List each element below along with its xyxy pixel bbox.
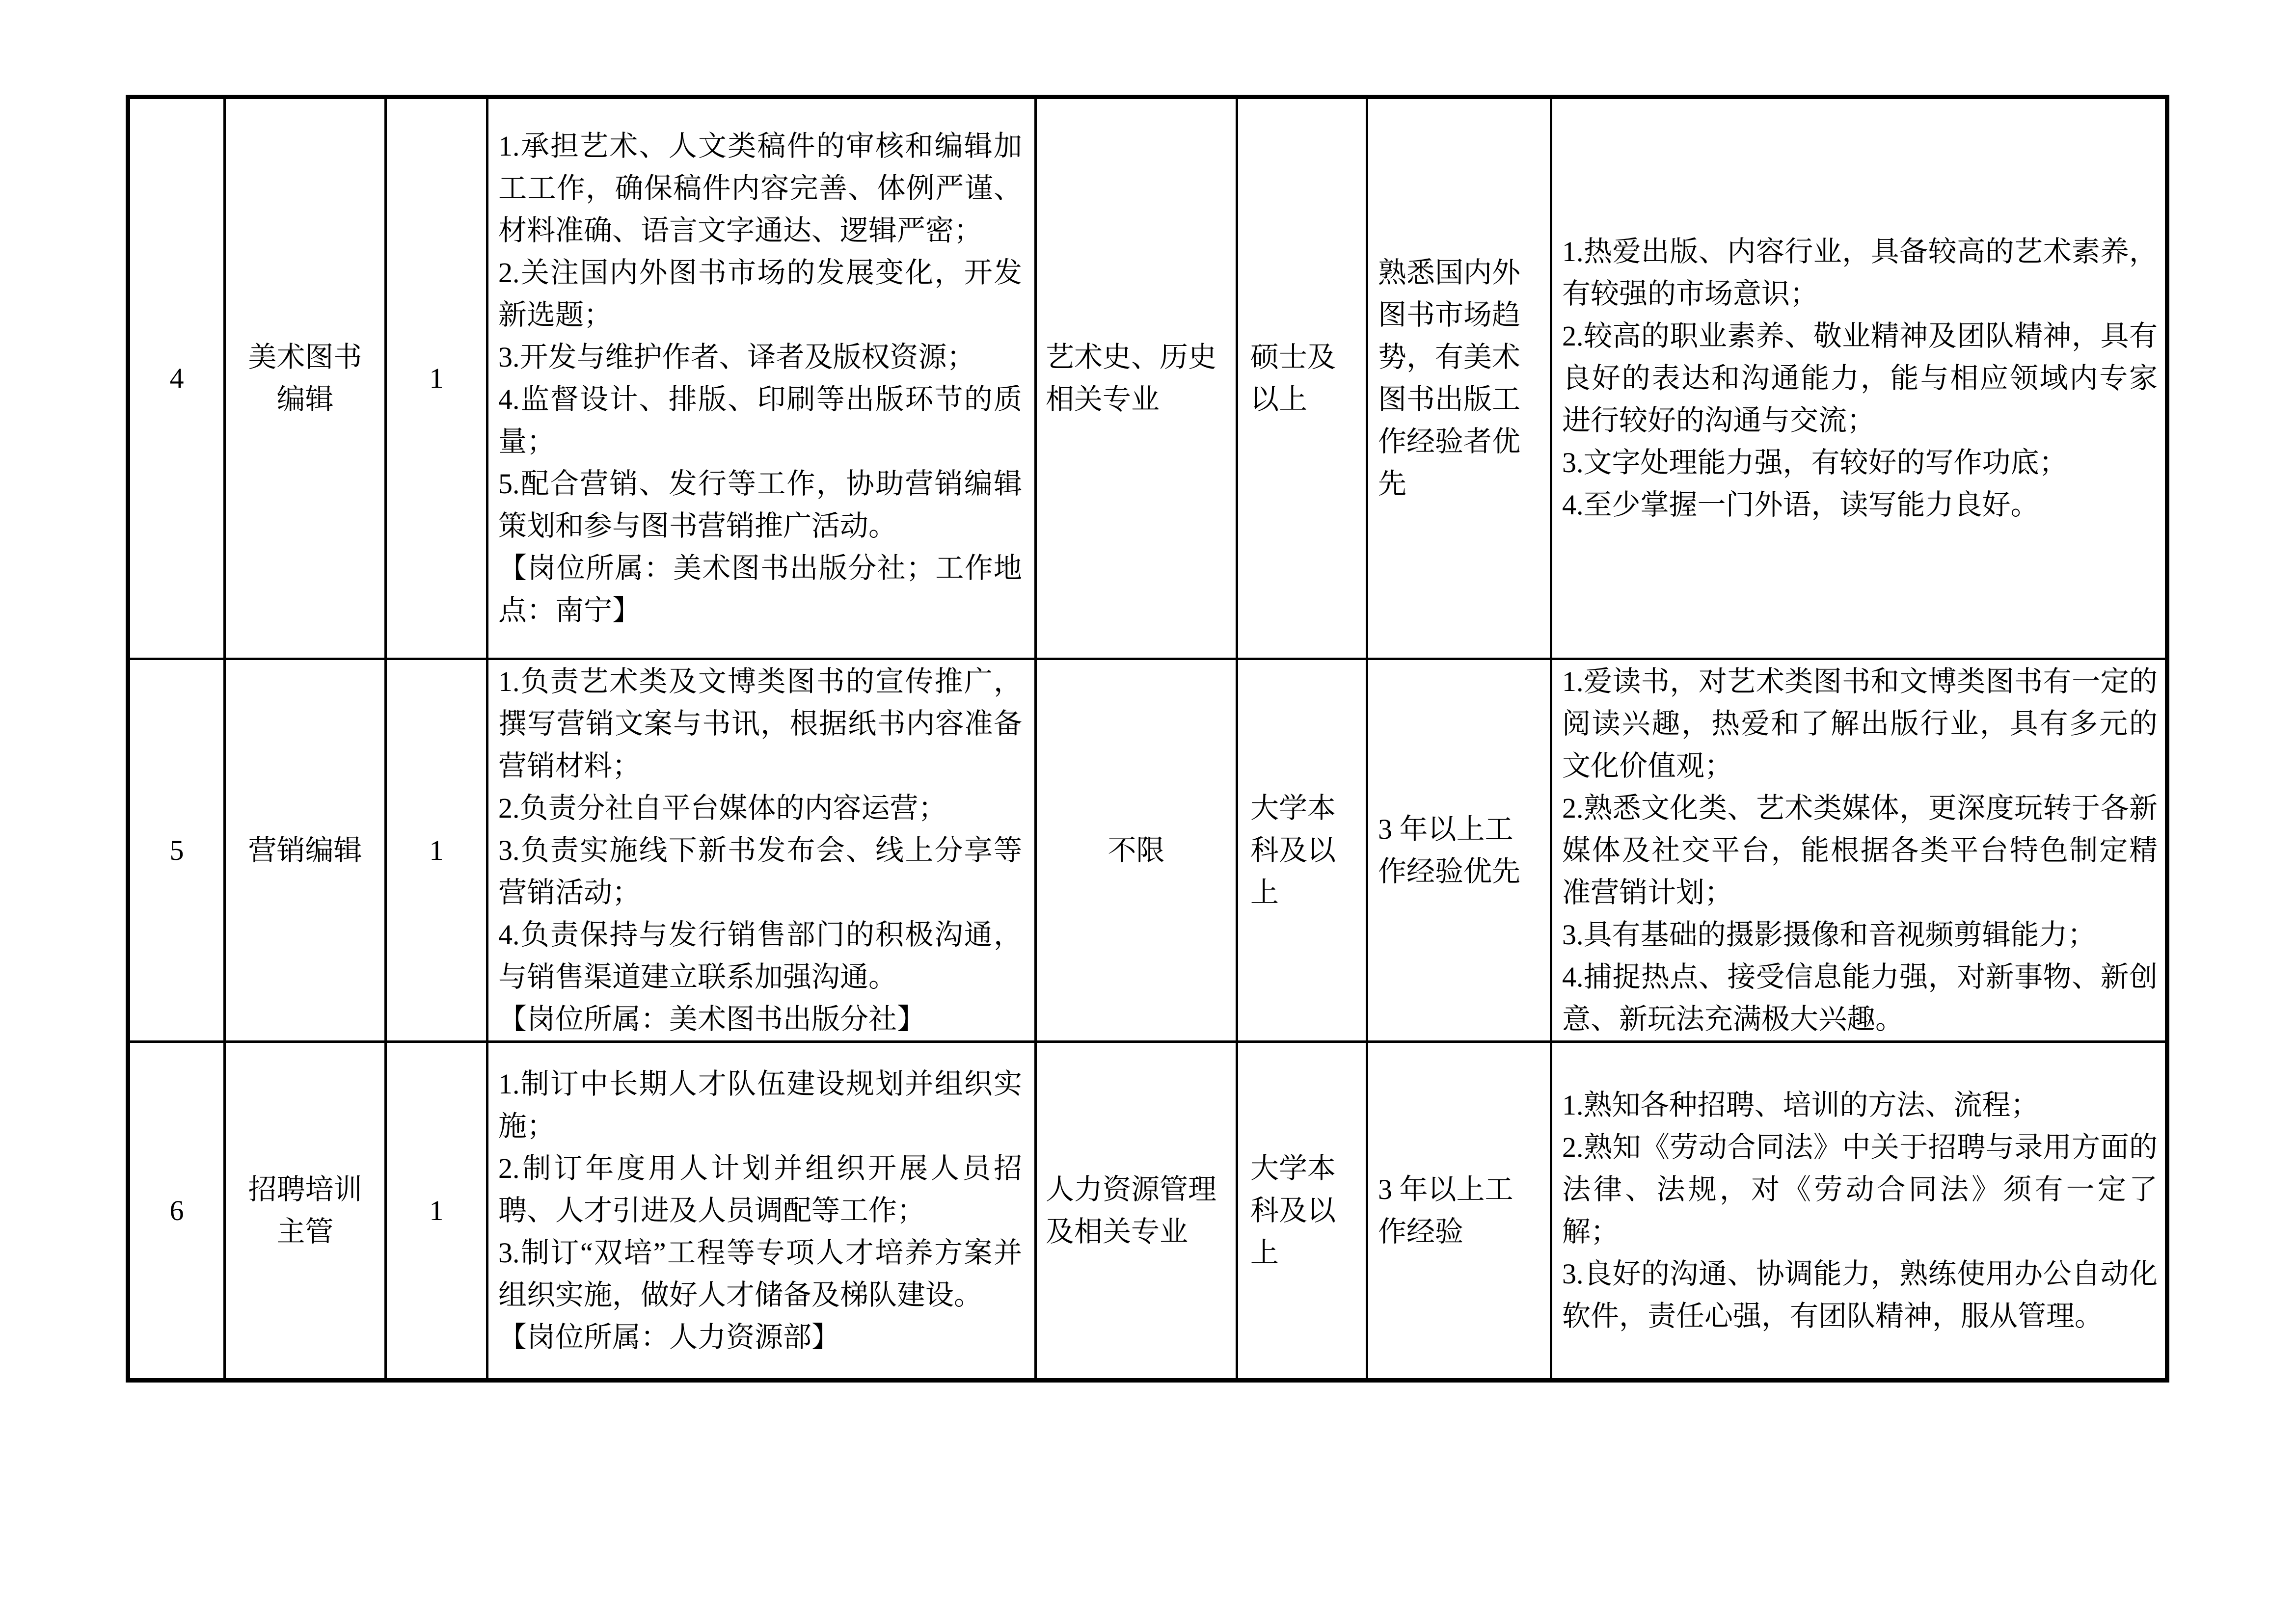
requirement-item: 1.爱读书，对艺术类图书和文博类图书有一定的阅读兴趣，热爱和了解出版行业，具有多元的文化价值观； [1562,665,2158,782]
requirement-item: 1.热爱出版、内容行业，具备较高的艺术素养，有较强的市场意识； [1562,236,2158,310]
experience-cell: 3 年以上工作经验优先 [1367,659,1551,1042]
duty-item: 3.负责实施线下新书发布会、线上分享等营销活动； [498,834,1022,908]
duties-cell [487,97,1036,659]
count-cell: 1 [386,97,487,659]
number-cell: 5 [128,659,225,1042]
duty-item: 1.负责艺术类及文博类图书的宣传推广，撰写营销文案与书讯，根据纸书内容准备营销材料； [498,665,1022,782]
major-cell: 艺术史、历史相关专业 [1036,97,1237,659]
position-cell: 招聘培训主管 [225,1042,386,1381]
number-cell: 4 [128,97,225,659]
duty-item: 2.关注国内外图书市场的发展变化，开发新选题； [498,257,1022,331]
requirement-item: 2.较高的职业素养、敬业精神及团队精神，具有良好的表达和沟通能力，能与相应领域内专家进行较好的沟通与交流； [1562,320,2158,436]
education-cell: 硕士及以上 [1237,97,1367,659]
major-cell: 人力资源管理及相关专业 [1036,1042,1237,1381]
duty-item: 1.制订中长期人才队伍建设规划并组织实施； [498,1067,1022,1142]
requirement-item: 3.具有基础的摄影摄像和音视频剪辑能力； [1562,918,2096,951]
recruitment-table [126,95,2169,1383]
table-row [128,659,2167,1042]
count-cell: 1 [386,1042,487,1381]
count-cell: 1 [386,659,487,1042]
requirement-item: 4.至少掌握一门外语，读写能力良好。 [1562,489,2039,521]
requirement-item: 1.熟知各种招聘、培训的方法、流程； [1562,1089,2039,1121]
position-cell: 营销编辑 [225,659,386,1042]
duty-item: 1.承担艺术、人文类稿件的审核和编辑加工工作，确保稿件内容完善、体例严谨、材料准确、语言文字通达、逻辑严密； [498,130,1022,246]
duty-item: 3.开发与维护作者、译者及版权资源； [498,341,975,373]
requirement-item: 4.捕捉热点、接受信息能力强，对新事物、新创意、新玩法充满极大兴趣。 [1562,960,2158,1035]
duty-item: 4.监督设计、排版、印刷等出版环节的质量； [498,383,1022,457]
duty-item: 【岗位所属：人力资源部】 [498,1321,840,1353]
duty-item: 【岗位所属：美术图书出版分社】 [498,1003,926,1035]
duty-item: 【岗位所属：美术图书出版分社；工作地点：南宁】 [498,552,1022,626]
requirement-item: 2.熟悉文化类、艺术类媒体，更深度玩转于各新媒体及社交平台，能根据各类平台特色制定精准营销计划； [1562,792,2158,908]
duties-cell [487,1042,1036,1381]
duties-cell [487,659,1036,1042]
requirements-cell [1551,1042,2167,1381]
duty-item: 2.负责分社自平台媒体的内容运营； [498,792,947,824]
duty-item: 4.负责保持与发行销售部门的积极沟通，与销售渠道建立联系加强沟通。 [498,918,1022,993]
education-cell: 大学本科及以上 [1237,659,1367,1042]
duty-item: 2.制订年度用人计划并组织开展人员招聘、人才引进及人员调配等工作； [498,1152,1022,1226]
document-page [126,95,2169,1383]
position-cell: 美术图书编辑 [225,97,386,659]
requirements-cell [1551,659,2167,1042]
table-row [128,1042,2167,1381]
experience-cell: 熟悉国内外图书市场趋势，有美术图书出版工作经验者优先 [1367,97,1551,659]
education-cell: 大学本科及以上 [1237,1042,1367,1381]
major-cell: 不限 [1036,659,1237,1042]
table-row [128,97,2167,659]
experience-cell: 3 年以上工作经验 [1367,1042,1551,1381]
number-cell: 6 [128,1042,225,1381]
requirements-cell [1551,97,2167,659]
requirement-item: 2.熟知《劳动合同法》中关于招聘与录用方面的法律、法规，对《劳动合同法》须有一定了解； [1562,1131,2158,1248]
requirement-item: 3.良好的沟通、协调能力，熟练使用办公自动化软件，责任心强，有团队精神，服从管理。 [1562,1257,2158,1332]
requirement-item: 3.文字处理能力强，有较好的写作功底； [1562,447,2068,479]
duty-item: 3.制订“双培”工程等专项人才培养方案并组织实施，做好人才储备及梯队建设。 [498,1236,1022,1311]
duty-item: 5.配合营销、发行等工作，协助营销编辑策划和参与图书营销推广活动。 [498,468,1022,542]
